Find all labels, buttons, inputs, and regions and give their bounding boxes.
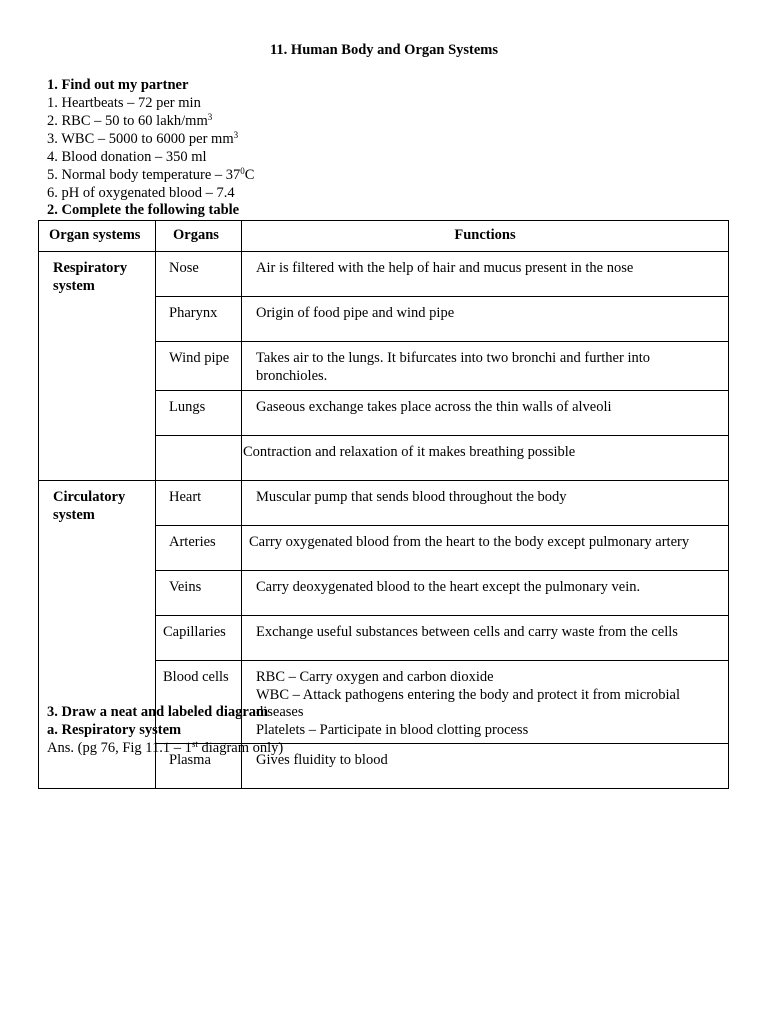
answer-text: Ans. (pg 76, Fig 11.1 – 1st diagram only) [47,739,284,756]
organ-cell: Lungs [156,391,242,436]
column-header: Functions [242,221,729,252]
function-cell: Carry oxygenated blood from the heart to the body except pulmonary artery [242,526,729,571]
organ-cell: Blood cells [156,661,242,744]
column-header: Organ systems [39,221,156,252]
organ-cell: Plasma [156,744,242,789]
table-header-row [39,221,729,252]
section-diagram [47,703,283,757]
function-cell: Contraction and relaxation of it makes breathing possible [242,436,729,481]
function-line: RBC – Carry oxygen and carbon dioxide [256,669,494,685]
table-row [39,481,729,526]
organ-cell: Wind pipe [156,342,242,391]
function-cell: Air is filtered with the help of hair and mucus present in the nose [242,252,729,297]
page-title: 11. Human Body and Organ Systems [269,42,499,58]
system-name: Circulatory system [39,481,156,789]
list-item: 5. Normal body temperature – $37^0C$ [47,166,255,183]
organ-cell: Arteries [156,526,242,571]
section-subheading: a. Respiratory system [47,722,182,738]
function-cell: Takes air to the lungs. It bifurcates into two bronchi and further into bronchioles. [242,342,729,391]
section-heading: 3. Draw a neat and labeled diagram [47,704,269,720]
function-line: WBC – Attack pathogens entering the body and protect it from microbial diseases [256,686,681,720]
list-item: 2. RBC – 50 to 60 lakh/$mm^3$ [47,112,213,129]
organ-cell: Heart [156,481,242,526]
organ-cell [156,436,242,481]
system-name: Respiratory system [39,252,156,481]
function-cell: Muscular pump that sends blood throughout the body [242,481,729,526]
list-item: 6. pH of oxygenated blood – 7.4 [47,185,235,201]
organ-cell: Veins [156,571,242,616]
organ-cell: Pharynx [156,297,242,342]
table-row [39,252,729,297]
function-line: Platelets – Participate in blood clotting process [256,721,529,738]
function-cell: Exchange useful substances between cells and carry waste from the cells [242,616,729,661]
column-header: Organs [156,221,242,252]
section-heading: 1. Find out my partner [47,77,189,93]
list-item: 1. Heartbeats – 72 per min [47,95,201,111]
function-cell: Gaseous exchange takes place across the thin walls of alveoli [242,391,729,436]
function-cell: Gives fluidity to blood [242,744,729,789]
function-cell [242,661,729,744]
organ-cell: Capillaries [156,616,242,661]
organ-cell: Nose [156,252,242,297]
function-cell: Origin of food pipe and wind pipe [242,297,729,342]
section-find-partner [47,76,254,202]
list-item: 4. Blood donation – 350 ml [47,149,207,165]
list-item: 3. WBC – 5000 to 6000 per $mm^3$ [47,130,239,147]
section-heading: 2. Complete the following table [47,202,240,218]
function-cell: Carry deoxygenated blood to the heart except the pulmonary vein. [242,571,729,616]
